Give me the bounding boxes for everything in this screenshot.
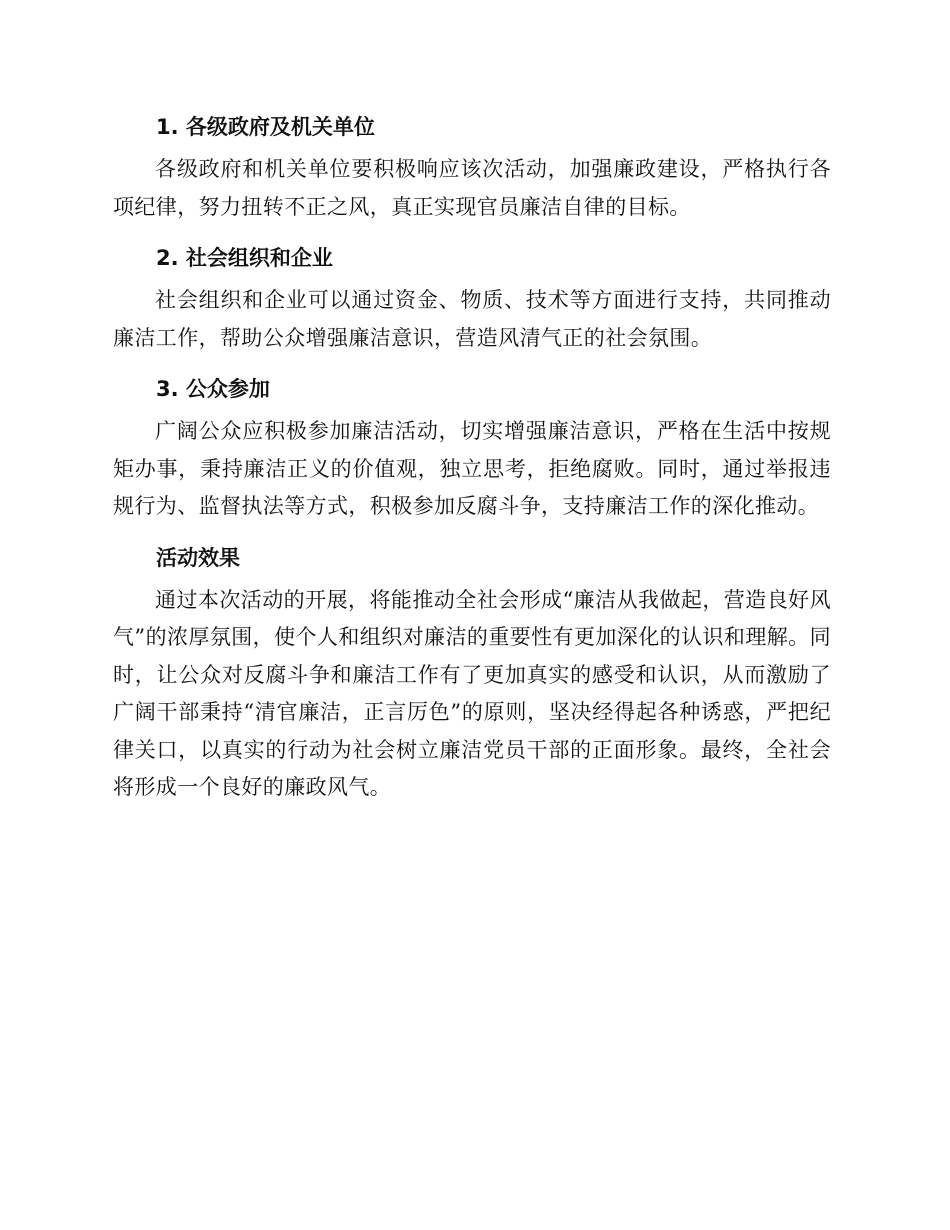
section-paragraph: 社会组织和企业可以通过资金、物质、技术等方面进行支持，共同推动廉洁工作，帮助公众增强廉洁意识，营造风清气正的社会氛围。 — [113, 288, 831, 350]
section-heading: 2. 社会组织和企业 — [156, 246, 333, 270]
section-effects — [113, 539, 831, 807]
document-content — [113, 108, 831, 820]
section-paragraph: 通过本次活动的开展，将能推动全社会形成“廉洁从我做起，营造良好风气”的浓厚氛围，使个人和组织对廉洁的重要性有更加深化的认识和理解。同时，让公众对反腐斗争和廉洁工作有了更加真实的感受和认识，从而激励了广阔干部秉持“清官廉洁，正言厉色”的原则，坚决经得起各种诱惑，严把纪律关口，以真实的行动为社会树立廉洁党员干部的正面形象。最终，全社会将形成一个良好的廉政风气。 — [113, 587, 831, 799]
section-government — [113, 108, 831, 226]
section-paragraph: 广阔公众应积极参加廉洁活动，切实增强廉洁意识，严格在生活中按规矩办事，秉持廉洁正义的价值观，独立思考，拒绝腐败。同时，通过举报违规行为、监督执法等方式，积极参加反腐斗争，支持廉洁工作的深化推动。 — [113, 419, 831, 518]
section-paragraph: 各级政府和机关单位要积极响应该次活动，加强廉政建设，严格执行各项纪律，努力扭转不正之风，真正实现官员廉洁自律的目标。 — [113, 157, 831, 219]
section-public — [113, 370, 831, 526]
section-heading: 1. 各级政府及机关单位 — [156, 115, 375, 139]
section-heading: 活动效果 — [156, 545, 240, 570]
section-heading: 3. 公众参加 — [156, 377, 270, 401]
section-organizations — [113, 239, 831, 357]
